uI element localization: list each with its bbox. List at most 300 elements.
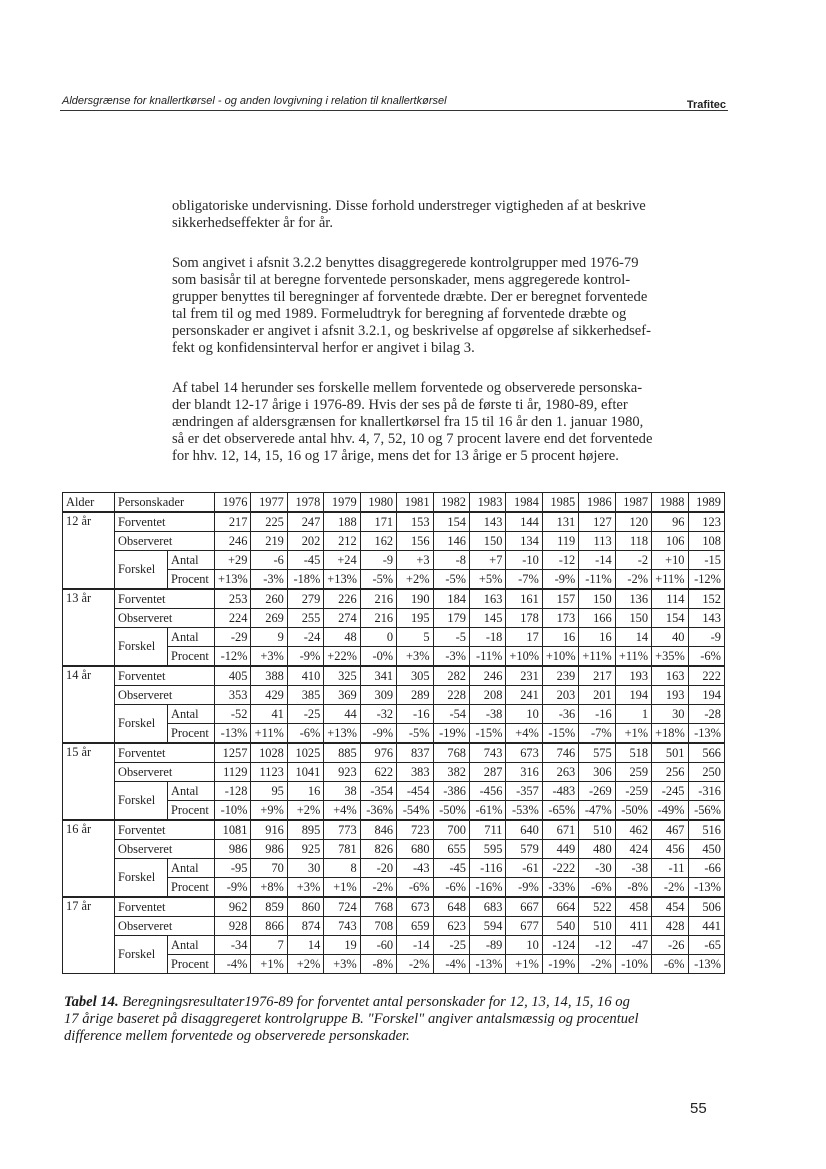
caption-text: Beregningsresultater1976-89 for forventet antal personskader for 12, 13, 14, 15, 16 og [118,994,630,1010]
value-cell: -53% [506,801,542,821]
value-cell: 255 [287,609,323,628]
value-cell: 152 [688,589,724,609]
value-cell: 449 [542,840,578,859]
value-cell: 118 [615,532,651,551]
value-cell: 410 [287,666,323,686]
row-label-cell: Forventet [115,743,215,763]
value-cell: 773 [324,820,360,840]
value-cell: +29 [215,551,251,570]
value-cell: +22% [324,647,360,667]
age-cell: 17 år [63,897,115,974]
value-cell: -30 [579,859,615,878]
value-cell: -2% [615,570,651,590]
value-cell: 282 [433,666,469,686]
value-cell: 274 [324,609,360,628]
header-year-cell: 1987 [615,493,651,513]
value-cell: -386 [433,782,469,801]
table-row-diff-count [63,859,725,878]
value-cell: 566 [688,743,724,763]
value-cell: 316 [506,763,542,782]
table-row-observed [63,763,725,782]
value-cell: 826 [360,840,396,859]
results-table [62,492,725,974]
value-cell: -14 [579,551,615,570]
value-cell: -11% [579,570,615,590]
value-cell: 184 [433,589,469,609]
value-cell: +11% [251,724,287,744]
value-cell: 405 [215,666,251,686]
value-cell: 575 [579,743,615,763]
value-cell: 1081 [215,820,251,840]
value-cell: 501 [652,743,688,763]
value-cell: 162 [360,532,396,551]
value-cell: 219 [251,532,287,551]
value-cell: 623 [433,917,469,936]
row-label-cell: Forventet [115,512,215,532]
value-cell: 1 [615,705,651,724]
age-cell: 13 år [63,589,115,666]
value-cell: -456 [469,782,505,801]
value-cell: 411 [615,917,651,936]
value-cell: 859 [251,897,287,917]
value-cell: +35% [652,647,688,667]
value-cell: -245 [652,782,688,801]
table-row-observed [63,686,725,705]
value-cell: 113 [579,532,615,551]
value-cell: 222 [688,666,724,686]
header-year-cell: 1981 [397,493,433,513]
value-cell: +10% [542,647,578,667]
value-cell: 648 [433,897,469,917]
value-cell: 247 [287,512,323,532]
value-cell: -11% [469,647,505,667]
value-cell: 640 [506,820,542,840]
value-cell: -4% [215,955,251,974]
value-cell: +1% [251,955,287,974]
value-cell: 154 [652,609,688,628]
value-cell: +2% [287,955,323,974]
value-cell: -9% [287,647,323,667]
value-cell: +11% [615,647,651,667]
value-cell: -12% [688,570,724,590]
value-cell: +3% [397,647,433,667]
age-cell: 16 år [63,820,115,897]
value-cell: 925 [287,840,323,859]
value-cell: 708 [360,917,396,936]
value-cell: -15% [469,724,505,744]
value-cell: -43 [397,859,433,878]
value-cell: -24 [287,628,323,647]
value-cell: 203 [542,686,578,705]
value-cell: -33% [542,878,578,898]
value-cell: 259 [615,763,651,782]
value-cell: -6% [579,878,615,898]
value-cell: 659 [397,917,433,936]
value-cell: 5 [397,628,433,647]
value-cell: 506 [688,897,724,917]
value-cell: 143 [688,609,724,628]
header-year-cell: 1977 [251,493,287,513]
value-cell: 1028 [251,743,287,763]
value-cell: 986 [215,840,251,859]
value-cell: -47% [579,801,615,821]
header-year-cell: 1979 [324,493,360,513]
header-rule [60,110,728,111]
value-cell: -6% [652,955,688,974]
value-cell: 120 [615,512,651,532]
value-cell: -116 [469,859,505,878]
value-cell: 217 [579,666,615,686]
table-row-expected [63,589,725,609]
value-cell: -29 [215,628,251,647]
value-cell: -47 [615,936,651,955]
value-cell: -13% [688,955,724,974]
age-cell: 12 år [63,512,115,589]
value-cell: -45 [287,551,323,570]
value-cell: -316 [688,782,724,801]
value-cell: 781 [324,840,360,859]
paragraph-3 [172,380,722,465]
table-row-diff-count [63,628,725,647]
row-label-cell: Forventet [115,589,215,609]
value-cell: +11% [652,570,688,590]
value-cell: 10 [506,705,542,724]
header-label-cell: Personskader [115,493,215,513]
value-cell: 456 [652,840,688,859]
header-year-cell: 1978 [287,493,323,513]
value-cell: 246 [215,532,251,551]
paragraph-1 [172,198,722,232]
value-cell: -54% [397,801,433,821]
value-cell: 743 [324,917,360,936]
value-cell: 8 [324,859,360,878]
value-cell: 673 [506,743,542,763]
age-cell: 15 år [63,743,115,820]
value-cell: 44 [324,705,360,724]
value-cell: -6% [287,724,323,744]
value-cell: 383 [397,763,433,782]
value-cell: 385 [287,686,323,705]
value-cell: +3% [251,647,287,667]
value-cell: -4% [433,955,469,974]
value-cell: 305 [397,666,433,686]
value-cell: -269 [579,782,615,801]
value-cell: -65 [688,936,724,955]
value-cell: 962 [215,897,251,917]
table-caption [64,994,734,1045]
value-cell: 746 [542,743,578,763]
value-cell: 173 [542,609,578,628]
value-cell: +1% [324,878,360,898]
header-year-cell: 1985 [542,493,578,513]
value-cell: -259 [615,782,651,801]
value-cell: 1123 [251,763,287,782]
value-cell: 518 [615,743,651,763]
table-row-observed [63,532,725,551]
value-cell: -66 [688,859,724,878]
value-cell: -15 [688,551,724,570]
value-cell: 711 [469,820,505,840]
value-cell: 30 [652,705,688,724]
value-cell: 106 [652,532,688,551]
value-cell: 178 [506,609,542,628]
value-cell: -18% [287,570,323,590]
value-cell: 150 [469,532,505,551]
value-cell: -9% [506,878,542,898]
value-cell: -13% [688,878,724,898]
value-cell: 540 [542,917,578,936]
value-cell: -10 [506,551,542,570]
value-cell: 522 [579,897,615,917]
value-cell: +4% [324,801,360,821]
value-cell: -49% [652,801,688,821]
value-cell: -454 [397,782,433,801]
value-cell: 163 [652,666,688,686]
value-cell: 161 [506,589,542,609]
value-cell: 154 [433,512,469,532]
value-cell: 136 [615,589,651,609]
value-cell: 163 [469,589,505,609]
caption-line: difference mellem forventede og observerede personskader. [64,1028,410,1044]
value-cell: 680 [397,840,433,859]
text-line: der blandt 12-17 årige i 1976-89. Hvis der ses på de første ti år, 1980-89, efter [172,397,628,413]
value-cell: 595 [469,840,505,859]
value-cell: -13% [688,724,724,744]
row-label-cell: Observeret [115,532,215,551]
value-cell: -56% [688,801,724,821]
row-label-cell: Forventet [115,820,215,840]
value-cell: +3% [324,955,360,974]
value-cell: -5% [433,570,469,590]
table-row-diff-count [63,936,725,955]
value-cell: 458 [615,897,651,917]
value-cell: -16 [579,705,615,724]
value-cell: -0% [360,647,396,667]
row-label-cell: Forskel [115,551,168,590]
value-cell: -61 [506,859,542,878]
value-cell: 156 [397,532,433,551]
value-cell: 123 [688,512,724,532]
row-label-cell: Forventet [115,666,215,686]
value-cell: 677 [506,917,542,936]
value-cell: 510 [579,917,615,936]
value-cell: 895 [287,820,323,840]
value-cell: 866 [251,917,287,936]
value-cell: -2% [652,878,688,898]
value-cell: 923 [324,763,360,782]
value-cell: -10% [615,955,651,974]
value-cell: 16 [287,782,323,801]
value-cell: 341 [360,666,396,686]
value-cell: +13% [324,570,360,590]
value-cell: -9% [542,570,578,590]
header-year-cell: 1986 [579,493,615,513]
value-cell: -7% [506,570,542,590]
value-cell: +24 [324,551,360,570]
value-cell: 108 [688,532,724,551]
value-cell: -26 [652,936,688,955]
header-year-cell: 1989 [688,493,724,513]
value-cell: 655 [433,840,469,859]
value-cell: 510 [579,820,615,840]
value-cell: -52 [215,705,251,724]
value-cell: 228 [433,686,469,705]
value-cell: 14 [615,628,651,647]
value-cell: 928 [215,917,251,936]
value-cell: 462 [615,820,651,840]
value-cell: 885 [324,743,360,763]
header-year-cell: 1983 [469,493,505,513]
value-cell: -6% [397,878,433,898]
value-cell: 279 [287,589,323,609]
table-row-diff-count [63,551,725,570]
value-cell: 179 [433,609,469,628]
value-cell: -2% [360,878,396,898]
value-cell: 325 [324,666,360,686]
value-cell: 516 [688,820,724,840]
value-cell: 239 [542,666,578,686]
caption-line [64,994,734,1011]
value-cell: 216 [360,609,396,628]
value-cell: +5% [469,570,505,590]
value-cell: -124 [542,936,578,955]
value-cell: -2 [615,551,651,570]
value-cell: 41 [251,705,287,724]
value-cell: 724 [324,897,360,917]
text-line: så er det observerede antal hhv. 4, 7, 52, 10 og 7 procent lavere end det forventede [172,431,653,447]
row-sublabel-cell: Antal [168,628,215,647]
table-row-observed [63,840,725,859]
value-cell: 429 [251,686,287,705]
row-label-cell: Forskel [115,628,168,667]
row-label-cell: Observeret [115,840,215,859]
value-cell: 194 [688,686,724,705]
value-cell: 171 [360,512,396,532]
value-cell: 467 [652,820,688,840]
value-cell: 144 [506,512,542,532]
table-row-expected [63,666,725,686]
value-cell: -9 [360,551,396,570]
value-cell: 860 [287,897,323,917]
value-cell: 450 [688,840,724,859]
value-cell: -483 [542,782,578,801]
value-cell: 188 [324,512,360,532]
value-cell: -16% [469,878,505,898]
value-cell: 146 [433,532,469,551]
value-cell: 150 [615,609,651,628]
row-label-cell: Forskel [115,859,168,898]
table-header-row [63,493,725,513]
value-cell: 7 [251,936,287,955]
text-line: tal frem til og med 1989. Formeludtryk for beregning af forventede dræbte og [172,306,627,322]
table-row-expected [63,897,725,917]
header-year-cell: 1988 [652,493,688,513]
value-cell: 119 [542,532,578,551]
row-sublabel-cell: Antal [168,859,215,878]
header-year-cell: 1982 [433,493,469,513]
value-cell: -16 [397,705,433,724]
value-cell: 986 [251,840,287,859]
value-cell: -8% [360,955,396,974]
value-cell: 0 [360,628,396,647]
value-cell: -354 [360,782,396,801]
value-cell: -19% [433,724,469,744]
value-cell: +2% [287,801,323,821]
value-cell: -13% [469,955,505,974]
value-cell: -12 [542,551,578,570]
row-label-cell: Observeret [115,686,215,705]
value-cell: -45 [433,859,469,878]
table-row-observed [63,609,725,628]
value-cell: -25 [287,705,323,724]
row-label-cell: Forskel [115,782,168,821]
value-cell: 287 [469,763,505,782]
value-cell: 874 [287,917,323,936]
table-row-observed [63,917,725,936]
value-cell: +3% [287,878,323,898]
value-cell: 428 [652,917,688,936]
value-cell: +1% [506,955,542,974]
value-cell: -14 [397,936,433,955]
value-cell: +11% [579,647,615,667]
value-cell: -8 [433,551,469,570]
value-cell: 150 [579,589,615,609]
value-cell: -9% [360,724,396,744]
value-cell: 1257 [215,743,251,763]
text-line: obligatoriske undervisning. Disse forhold understreger vigtigheden af at beskrive [172,198,646,214]
value-cell: 216 [360,589,396,609]
value-cell: 382 [433,763,469,782]
value-cell: 19 [324,936,360,955]
value-cell: 700 [433,820,469,840]
header-age-cell: Alder [63,493,115,513]
value-cell: -357 [506,782,542,801]
value-cell: -8% [615,878,651,898]
value-cell: -222 [542,859,578,878]
row-sublabel-cell: Procent [168,647,215,667]
value-cell: -36% [360,801,396,821]
text-line: personskader er angivet i afsnit 3.2.1, og beskrivelse af opgørelse af sikkerhedsef- [172,323,651,339]
text-line: Som angivet i afsnit 3.2.2 benyttes disaggregerede kontrolgrupper med 1976-79 [172,255,639,271]
value-cell: 441 [688,917,724,936]
value-cell: 194 [615,686,651,705]
value-cell: 16 [542,628,578,647]
value-cell: 226 [324,589,360,609]
value-cell: 388 [251,666,287,686]
value-cell: 1025 [287,743,323,763]
value-cell: 369 [324,686,360,705]
header-year-cell: 1980 [360,493,396,513]
text-line: som basisår til at beregne forventede personskader, mens aggregerede kontrol- [172,272,631,288]
value-cell: 837 [397,743,433,763]
value-cell: 225 [251,512,287,532]
value-cell: 30 [287,859,323,878]
value-cell: -18 [469,628,505,647]
header-year-cell: 1984 [506,493,542,513]
value-cell: +1% [615,724,651,744]
text-line: for hhv. 12, 14, 15, 16 og 17 årige, mens det for 13 årige er 5 procent højere. [172,448,619,464]
value-cell: +13% [215,570,251,590]
value-cell: -6% [433,878,469,898]
value-cell: 134 [506,532,542,551]
row-sublabel-cell: Procent [168,801,215,821]
value-cell: 846 [360,820,396,840]
value-cell: -2% [579,955,615,974]
value-cell: 114 [652,589,688,609]
value-cell: -6% [688,647,724,667]
value-cell: 217 [215,512,251,532]
value-cell: 9 [251,628,287,647]
